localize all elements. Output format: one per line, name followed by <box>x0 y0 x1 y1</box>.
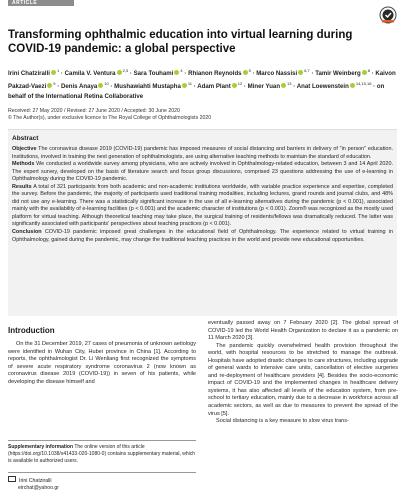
author-name: Tamir Weinberg <box>315 70 361 78</box>
author-separator: · <box>242 83 248 91</box>
author-separator: · <box>59 70 65 78</box>
orcid-icon[interactable] <box>182 83 187 88</box>
author-affiliation: 10 <box>104 81 109 87</box>
abstract-paragraph <box>12 161 393 184</box>
author-separator: · <box>128 70 134 78</box>
correspondence <box>8 476 196 493</box>
abstract-label: Conclusion <box>12 229 42 236</box>
abstract-heading: Abstract <box>12 135 39 142</box>
orcid-icon[interactable] <box>174 70 179 75</box>
author-separator: · <box>369 70 376 78</box>
author-affiliation: 13 <box>287 81 292 87</box>
author-separator: · <box>108 83 115 91</box>
orcid-icon[interactable] <box>350 83 355 88</box>
author-name: Camila V. Ventura <box>64 70 116 78</box>
right-column <box>208 320 398 426</box>
footnote-divider <box>8 440 196 441</box>
orcid-icon[interactable] <box>298 70 303 75</box>
envelope-icon <box>8 476 16 482</box>
author-separator: · <box>371 83 377 91</box>
dates-line: Received: 27 May 2020 / Revised: 27 June 2020 / Accepted: 30 June 2020 <box>8 108 180 114</box>
check-for-updates-icon[interactable] <box>379 6 397 24</box>
body-paragraph: eventually passed away on 7 February 2020 [2]. The global spread of COVID-19 led the World Health Organization to declare it as a pandemic on 11 March 2020 [3]. <box>208 320 398 342</box>
abstract-label: Results <box>12 183 32 190</box>
author-separator: · <box>309 70 316 78</box>
introduction-paragraph: On the 31 December 2019, 27 cases of pneumonia of unknown aetiology were identified in Wuhan City, Hubei province in China [1]. According to reports, the ophthalmologist Dr. Li Wenliang first recognized the symptoms of severe acute respiratory syndrome coronavirus 2 (now known as coronavirus disease 2019 (COVID-19)) in seven of his patients, while developing the disease himself and <box>8 341 196 385</box>
author-name: Kaivon Pakzad-Vaezi <box>8 70 396 91</box>
abstract-paragraph <box>12 146 393 161</box>
author-affiliation: 5 <box>248 68 251 73</box>
abstract-paragraph <box>12 184 393 229</box>
supplementary-text[interactable]: The online version of this article (https://doi.org/10.1038/s41433-020-1080-0) contains supplementary material, which is available to authorized users. <box>8 444 196 464</box>
author-affiliation: 2,3 <box>122 68 129 73</box>
author-name: Marco Nassisi <box>256 70 298 78</box>
author-separator: · <box>291 83 297 91</box>
author-separator: · <box>182 70 189 78</box>
orcid-icon[interactable] <box>243 70 248 75</box>
author-name: Sara Touhami <box>133 70 174 78</box>
author-name: on behalf of the International Retina Collaborative <box>8 83 385 101</box>
correspondence-email[interactable]: eirchat@yahoo.gr <box>18 485 60 492</box>
correspondence-divider <box>8 472 196 473</box>
abstract-section <box>8 129 397 316</box>
abstract-paragraph <box>12 229 393 244</box>
abstract-text: We conducted a worldwide survey among physicians, who are actively involved in Ophthalmology-related education, between 3 and 14 April 2020. The expert survey, developed on the basis of literature search and focus group discussions, comprised 23 questions addressing the use of e-learning in Ophthalmology during the COVID-19 pandemic. <box>12 161 393 183</box>
abstract-text: COVID-19 pandemic imposed great challenges in the educational field of Ophthalmology. The experience related to virtual training in Ophthalmology, gained during the pandemic, may change the traditional teaching practices in the world and provide new educational opportunities. <box>12 229 393 243</box>
orcid-icon[interactable] <box>117 70 122 75</box>
abstract-text: The coronavirus disease 2019 (COVID-19) pandemic has imposed measures of social distancing and barriers in delivery of "in person" education. Institutions, involved in training the next generation of ophthalmologists, are using alternative teaching methods to maintain the standard of education. <box>12 146 393 160</box>
author-affiliation: 4 <box>180 68 183 73</box>
orcid-icon[interactable] <box>232 83 237 88</box>
orcid-icon[interactable] <box>281 83 286 88</box>
author-name: Anat Loewenstein <box>296 83 349 91</box>
article-title: Transforming ophthalmic education into virtual learning during COVID-19 pandemic: a global perspective <box>8 29 353 55</box>
orcid-icon[interactable] <box>98 83 103 88</box>
introduction-heading: Introduction <box>8 326 55 335</box>
author-affiliation: 11 <box>187 81 193 87</box>
author-affiliation: 14,15,16 <box>355 81 372 87</box>
author-affiliation: 6,7 <box>304 68 310 73</box>
supplementary-note <box>8 444 196 464</box>
author-name: Adam Plant <box>197 83 231 91</box>
body-paragraph: Social distancing is a key measure to slow virus trans- <box>216 418 349 425</box>
copyright-line: © The Author(s), under exclusive licence to The Royal College of Ophthalmologists 2020 <box>8 115 212 121</box>
left-column <box>8 326 196 386</box>
author-separator: · <box>192 83 198 91</box>
body-paragraph: The pandemic quickly overwhelmed health provision throughout the world, with hospital resources to be stretched to manage the outbreak. Hospitals have adopted drastic changes to care structures, including upgrade of general wards to intensive care units, cancellation of elective surgeries and re-deployment of healthcare providers [4]. Besides the socio-economic impact of COVID-19 and the implemented changes in healthcare delivery systems, it has also affected all levels of the education system, from pre-school to tertiary education, mainly due to a decrease in workforce across all academic sectors, as well as due to measures to prevent the spread of the virus [5]. <box>208 342 398 417</box>
top-bar <box>0 0 405 6</box>
author-affiliation: 12 <box>237 81 243 87</box>
correspondence-name-line <box>8 476 196 485</box>
orcid-icon[interactable] <box>362 70 367 75</box>
abstract-text: A total of 321 participants from both academic and non-academic institutions worldwide, with variable practice experience and expertise, completed the survey. Before the pandemic, the majority of participants used traditional training modalities, including lectures, grand rounds and journal clubs, and 48% did not use any e-learning. There was a statistically significant increase in the use of all e-learning alternatives during the pandemic (p < 0.001), associated mainly with the availability of e-learning facilities (p < 0.001) and the academic character of institutions (p < 0.001). Zoom® was recognized as the mostly used platform for virtual teaching. Although theoretical teaching may take place, the surgical training of residents/fellows was dramatically reduced. The latter was significantly associated with participants' perspectives about teaching practices (p < 0.001). <box>12 183 393 228</box>
abstract-label: Objective <box>12 146 37 152</box>
author-affiliation: 1 <box>57 68 60 73</box>
author-name: Rhianon Reynolds <box>188 70 242 78</box>
author-name: Mushawiahti Mustapha <box>114 83 181 91</box>
publication-dates <box>8 108 398 122</box>
supplementary-label: Supplementary information <box>8 444 74 450</box>
author-name: Miner Yuan <box>247 83 281 91</box>
author-separator: · <box>250 70 257 78</box>
author-affiliation: 8 <box>367 68 370 73</box>
article-type-tag: ARTICLE <box>8 0 74 6</box>
author-affiliation: 9 <box>53 81 56 87</box>
author-name: Denis Anaya <box>60 83 98 91</box>
abstract-body <box>12 146 393 244</box>
correspondence-name: Irini Chatziralli <box>19 478 52 484</box>
orcid-icon[interactable] <box>47 83 52 88</box>
author-list <box>8 66 398 102</box>
abstract-label: Methods <box>12 161 35 168</box>
author-separator: · <box>55 83 61 91</box>
author-name: Irini Chatziralli <box>8 70 50 78</box>
orcid-icon[interactable] <box>51 70 56 75</box>
